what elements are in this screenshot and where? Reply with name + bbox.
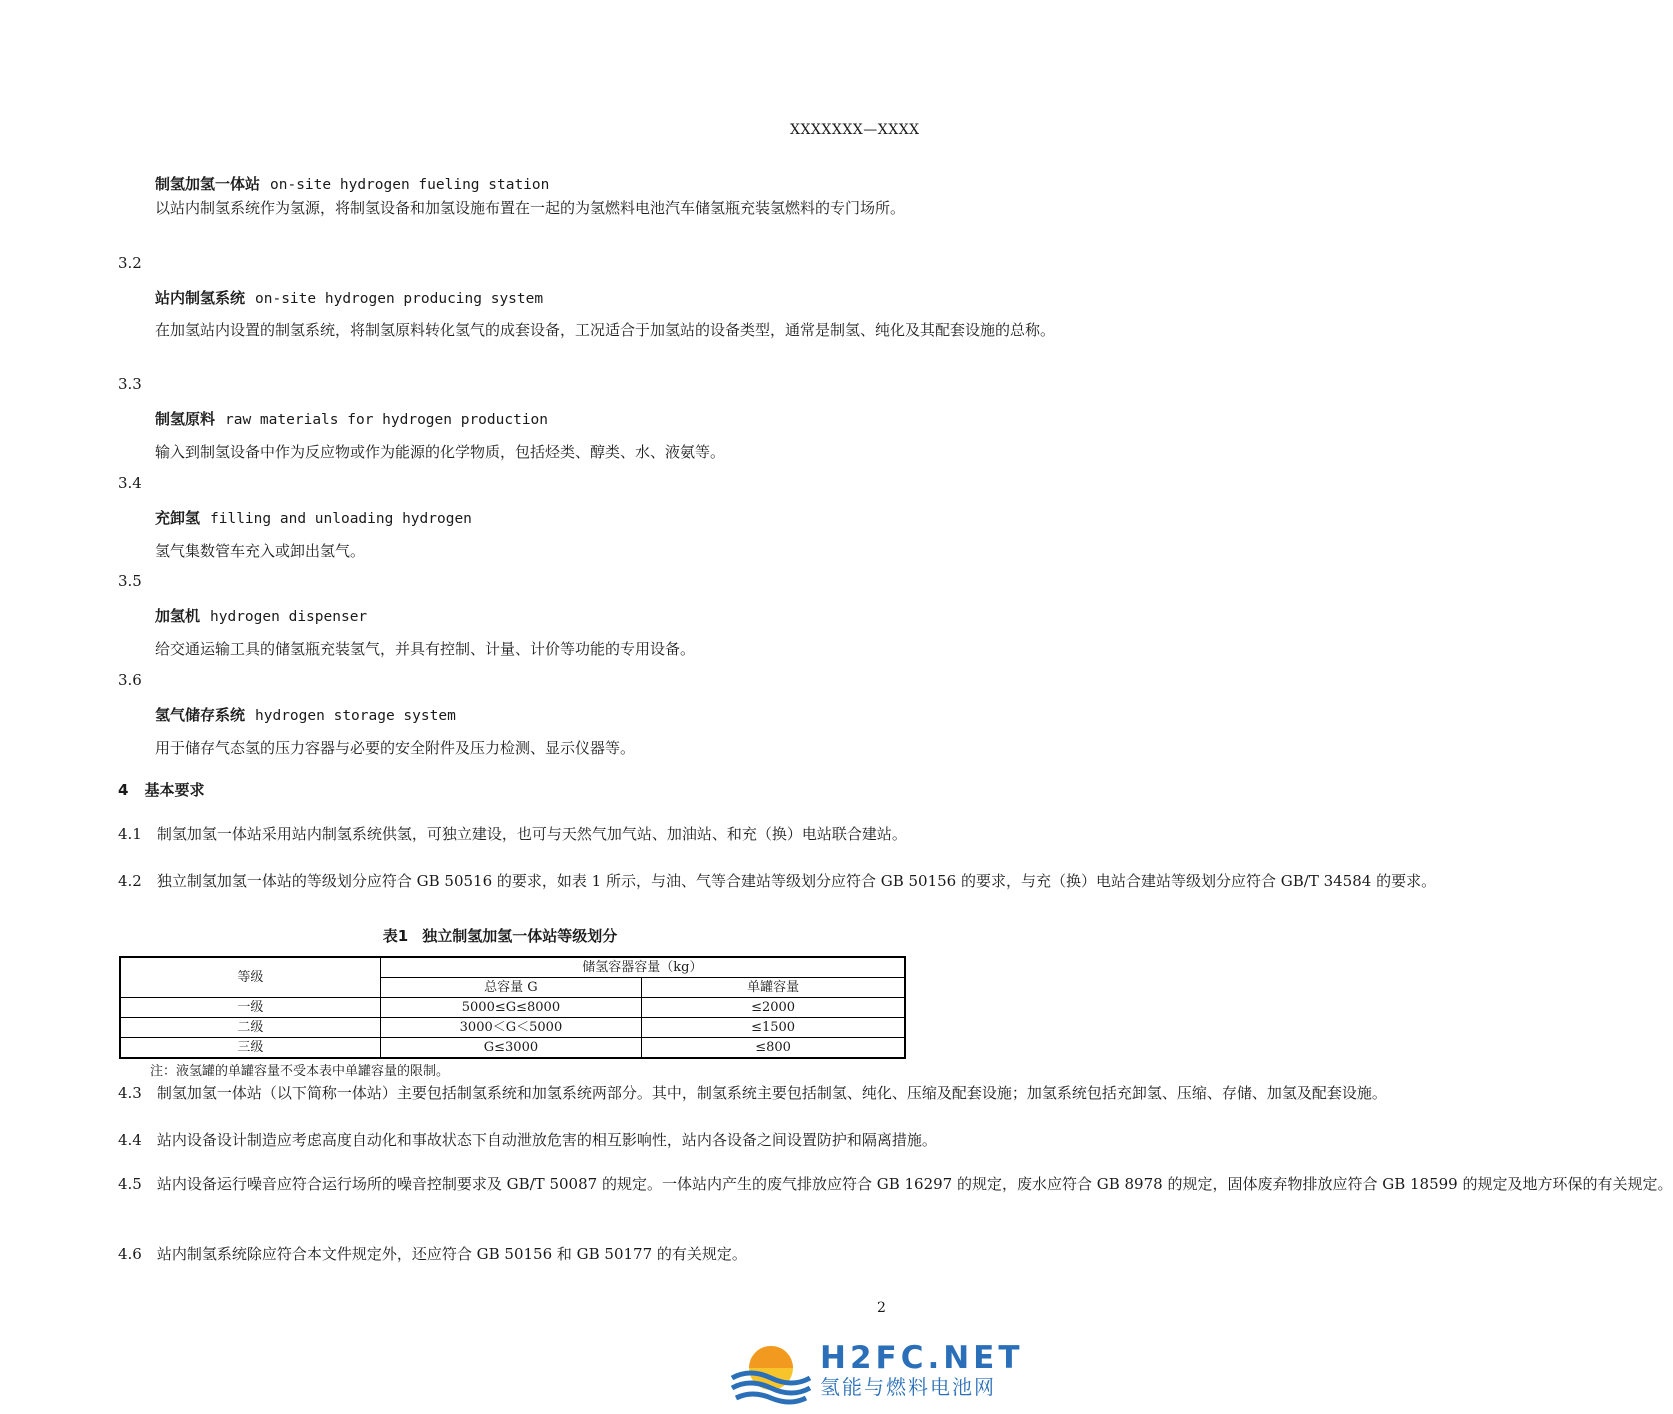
table-note: 注：液氢罐的单罐容量不受本表中单罐容量的限制。 [150, 1064, 450, 1079]
term-cn: 充卸氢 [155, 509, 201, 527]
term-en: hydrogen dispenser [210, 609, 368, 625]
table-caption-text: 独立制氢加氢一体站等级划分 [422, 927, 618, 945]
term-number: 3.4 [118, 474, 142, 492]
term-number: 3.5 [118, 572, 142, 590]
clause-4-3: 4.3 制氢加氢一体站（以下简称一体站）主要包括制氢系统和加氢系统两部分。其中，制氢系统主要包括制氢、纯化、压缩及配套设施；加氢系统包括充卸氢、压缩、存储、加氢及配套设施。 [118, 1084, 1387, 1102]
term-cn: 加氢机 [155, 607, 201, 625]
logo-subtitle: 氢能与燃料电池网 [820, 1375, 996, 1399]
section-heading [118, 779, 204, 800]
header-capacity: 储氢容器容量（kg） [380, 957, 905, 978]
header-grade: 等级 [120, 957, 380, 998]
term-definition: 输入到制氢设备中作为反应物或作为能源的化学物质，包括烃类、醇类、水、液氨等。 [155, 443, 726, 461]
total-capacity-cell: 5000≤G≤8000 [380, 998, 641, 1018]
single-capacity-cell: ≤1500 [642, 1018, 905, 1038]
clause-4-1: 4.1 制氢加氢一体站采用站内制氢系统供氢，可独立建设，也可与天然气加气站、加油站、和充（换）电站联合建站。 [118, 825, 907, 843]
header-single-capacity: 单罐容量 [642, 978, 905, 998]
term-heading [155, 704, 456, 725]
term-cn: 制氢加氢一体站 [155, 175, 261, 193]
single-capacity-cell: ≤2000 [642, 998, 905, 1018]
section-number: 4 [118, 781, 129, 799]
clause-4-5: 4.5 站内设备运行噪音应符合运行场所的噪音控制要求及 GB/T 50087 的规定。一体站内产生的废气排放应符合 GB 16297 的规定，废水应符合 GB 8978 的规定，固体废弃物排放应符合 GB 18599 的规定及地方环保的有关规定。 [118, 1175, 1673, 1193]
term-heading [155, 287, 543, 308]
term-en: raw materials for hydrogen production [225, 412, 549, 428]
table-caption-number: 表1 [382, 927, 409, 945]
grade-cell: 三级 [120, 1038, 380, 1059]
term-definition: 以站内制氢系统作为氢源，将制氢设备和加氢设施布置在一起的为氢燃料电池汽车储氢瓶充装氢燃料的专门场所。 [155, 199, 906, 217]
term-definition: 给交通运输工具的储氢瓶充装氢气，并具有控制、计量、计价等功能的专用设备。 [155, 640, 696, 658]
section-title: 基本要求 [144, 781, 205, 799]
logo-title: H2FC.NET [820, 1340, 1024, 1376]
total-capacity-cell: G≤3000 [380, 1038, 641, 1059]
term-heading [155, 605, 367, 626]
grade-table [119, 956, 906, 1059]
term-cn: 氢气储存系统 [155, 706, 246, 724]
term-number: 3.6 [118, 671, 142, 689]
term-definition: 用于储存气态氢的压力容器与必要的安全附件及压力检测、显示仪器等。 [155, 739, 636, 757]
term-heading [155, 173, 549, 194]
page-number: 2 [877, 1300, 886, 1316]
table-row [120, 1038, 905, 1059]
single-capacity-cell: ≤800 [642, 1038, 905, 1059]
table-row [120, 998, 905, 1018]
document-code: XXXXXXX—XXXX [790, 122, 920, 138]
grade-cell: 一级 [120, 998, 380, 1018]
term-definition: 氢气集数管车充入或卸出氢气。 [155, 542, 366, 560]
total-capacity-cell: 3000＜G＜5000 [380, 1018, 641, 1038]
h2fc-logo-icon [728, 1338, 814, 1412]
clause-4-2: 4.2 独立制氢加氢一体站的等级划分应符合 GB 50516 的要求，如表 1 所示，与油、气等合建站等级划分应符合 GB 50156 的要求，与充（换）电站合建站等级划分应符合 GB/T 34584 的要求。 [118, 872, 1437, 890]
term-en: on-site hydrogen fueling station [270, 177, 550, 193]
term-en: on-site hydrogen producing system [255, 291, 544, 307]
clause-4-4: 4.4 站内设备设计制造应考虑高度自动化和事故状态下自动泄放危害的相互影响性，站内各设备之间设置防护和隔离措施。 [118, 1131, 937, 1149]
header-total-capacity: 总容量 G [380, 978, 641, 998]
term-heading [155, 408, 548, 429]
table-caption [0, 925, 1000, 946]
term-en: filling and unloading hydrogen [210, 511, 472, 527]
term-heading [155, 507, 472, 528]
term-en: hydrogen storage system [255, 708, 456, 724]
table-row [120, 1018, 905, 1038]
clause-4-6: 4.6 站内制氢系统除应符合本文件规定外，还应符合 GB 50156 和 GB 50177 的有关规定。 [118, 1245, 747, 1263]
grade-cell: 二级 [120, 1018, 380, 1038]
logo-text [820, 1342, 1023, 1400]
term-number: 3.3 [118, 375, 142, 393]
term-definition: 在加氢站内设置的制氢系统，将制氢原料转化氢气的成套设备，工况适合于加氢站的设备类型，通常是制氢、纯化及其配套设施的总称。 [155, 321, 1056, 339]
term-number: 3.2 [118, 254, 142, 272]
term-cn: 站内制氢系统 [155, 289, 246, 307]
term-cn: 制氢原料 [155, 410, 216, 428]
